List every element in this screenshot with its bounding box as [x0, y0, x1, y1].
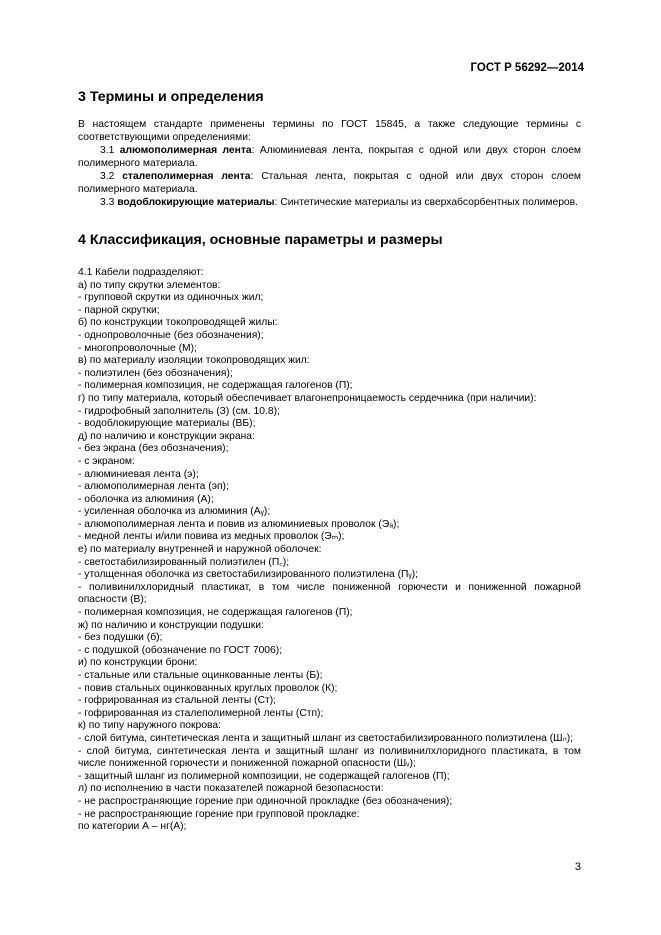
- term-definition: : Синтетические материалы из сверхабсорбентных полимеров.: [274, 197, 578, 208]
- section-3-intro: В настоящем стандарте применены термины по ГОСТ 15845, а также следующие термины с соответствующими определениями:: [78, 119, 581, 143]
- list-item: - групповой скрутки из одиночных жил;: [78, 292, 264, 304]
- list-item: - гофрированная из сталеполимерной ленты (Сᴛп);: [78, 707, 324, 719]
- list-item: - поливинилхлоридный пластикат, в том числе пониженной горючести и пониженной пожарной опасности (В);: [78, 581, 581, 606]
- section-3-body: [78, 118, 581, 209]
- list-item: - не распространяющие горение при одиночной прокладке (без обозначения);: [78, 795, 453, 807]
- list-item: - полиэтилен (без обозначения);: [78, 367, 233, 379]
- list-item: - утолщенная оболочка из светостабилизированного полиэтилена (Пᵧ);: [78, 569, 419, 581]
- term-name: водоблокирующие материалы: [117, 197, 275, 208]
- list-item: - полимерная композиция, не содержащая галогенов (П);: [78, 607, 353, 619]
- list-item: в) по материалу изоляции токопроводящих жил:: [78, 355, 310, 367]
- list-item: - усиленная оболочка из алюминия (Аᵧ);: [78, 506, 271, 518]
- section-4-list: [78, 267, 581, 834]
- term-name: сталеполимерная лента: [122, 171, 251, 182]
- term-definition: : Стальная лента, покрытая с одной или двух сторон слоем полимерного материала.: [78, 171, 581, 195]
- term-3-2: [78, 170, 581, 196]
- list-item: по категории А – нг(А);: [78, 821, 187, 833]
- list-item: д) по наличию и конструкции экрана:: [78, 430, 255, 442]
- list-item: - гофрированная из стальной ленты (Сᴛ);: [78, 695, 277, 707]
- list-item: - защитный шланг из полимерной композиции, не содержащей галогенов (П);: [78, 770, 450, 782]
- list-item: - без экрана (без обозначения);: [78, 443, 229, 455]
- section-3-heading: 3 Термины и определения: [78, 89, 264, 105]
- list-item: - однопроволочные (без обозначения);: [78, 329, 264, 341]
- term-number: 3.1: [100, 145, 120, 156]
- list-item: - светостабилизированный полиэтилен (П꜀);: [78, 556, 290, 568]
- list-item: а) по типу скрутки элементов:: [78, 279, 221, 291]
- term-definition: : Алюминиевая лента, покрытая с одной или двух сторон слоем полимерного материала.: [78, 145, 581, 169]
- page-number: 3: [574, 861, 581, 873]
- document-code: ГОСТ Р 56292—2014: [470, 62, 584, 74]
- list-item: л) по исполнению в части показателей пожарной безопасности:: [78, 783, 384, 795]
- list-item: - стальные или стальные оцинкованные ленты (Б);: [78, 670, 323, 681]
- list-item: - повив стальных оцинкованных круглых проволок (К);: [78, 682, 338, 694]
- list-item: - с подушкой (обозначение по ГОСТ 7006);: [78, 644, 283, 656]
- list-item: - оболочка из алюминия (А);: [78, 493, 214, 505]
- list-item: к) по типу наружного покрова:: [78, 720, 221, 732]
- list-item: - алюмополимерная лента (эп);: [78, 481, 229, 493]
- term-3-3: [78, 196, 581, 209]
- term-3-1: [78, 144, 581, 170]
- list-item: ж) по наличию и конструкции подушки:: [78, 619, 264, 631]
- list-item: - парной скрутки;: [78, 304, 160, 316]
- list-item: - алюминиевая лента (э);: [78, 468, 199, 480]
- list-item: б) по конструкции токопроводящей жилы:: [78, 317, 278, 329]
- list-item: - гидрофобный заполнитель (З) (см. 10.8);: [78, 405, 280, 417]
- list-item: - медной ленты и/или повива из медных проволок (Эₘ);: [78, 531, 345, 543]
- term-number: 3.3: [100, 197, 118, 208]
- list-item: - полимерная композиция, не содержащая галогенов (П);: [78, 380, 353, 392]
- list-item: - слой битума, синтетическая лента и защитный шланг из поливинилхлоридного пластиката, в том числе пониженной горючести и пониженной пожарной опасности (Шᵥ);: [78, 745, 581, 770]
- term-name: алюмополимерная лента: [119, 145, 252, 156]
- list-item: и) по конструкции брони:: [78, 657, 198, 669]
- list-item: - с экраном:: [78, 455, 135, 467]
- term-number: 3.2: [100, 171, 123, 182]
- list-item: - водоблокирующие материалы (ВБ);: [78, 418, 256, 430]
- list-item: - алюмополимерная лента и повив из алюминиевых проволок (Эₐ);: [78, 518, 400, 530]
- list-item: - без подушки (б);: [78, 632, 163, 644]
- list-item: - не распространяющие горение при групповой прокладке:: [78, 808, 360, 820]
- list-item: г) по типу материала, который обеспечивает влагонепроницаемость сердечника (при наличии):: [78, 392, 537, 404]
- list-item: е) по материалу внутренней и наружной оболочек:: [78, 544, 322, 556]
- list-item: - многопроволочные (М);: [78, 342, 197, 354]
- section-4-heading: 4 Классификация, основные параметры и размеры: [78, 232, 443, 248]
- list-item: - слой битума, синтетическая лента и защитный шланг из светостабилизированного полиэтилена (Шₙ);: [78, 732, 573, 744]
- list-item: 4.1 Кабели подразделяют:: [78, 267, 204, 278]
